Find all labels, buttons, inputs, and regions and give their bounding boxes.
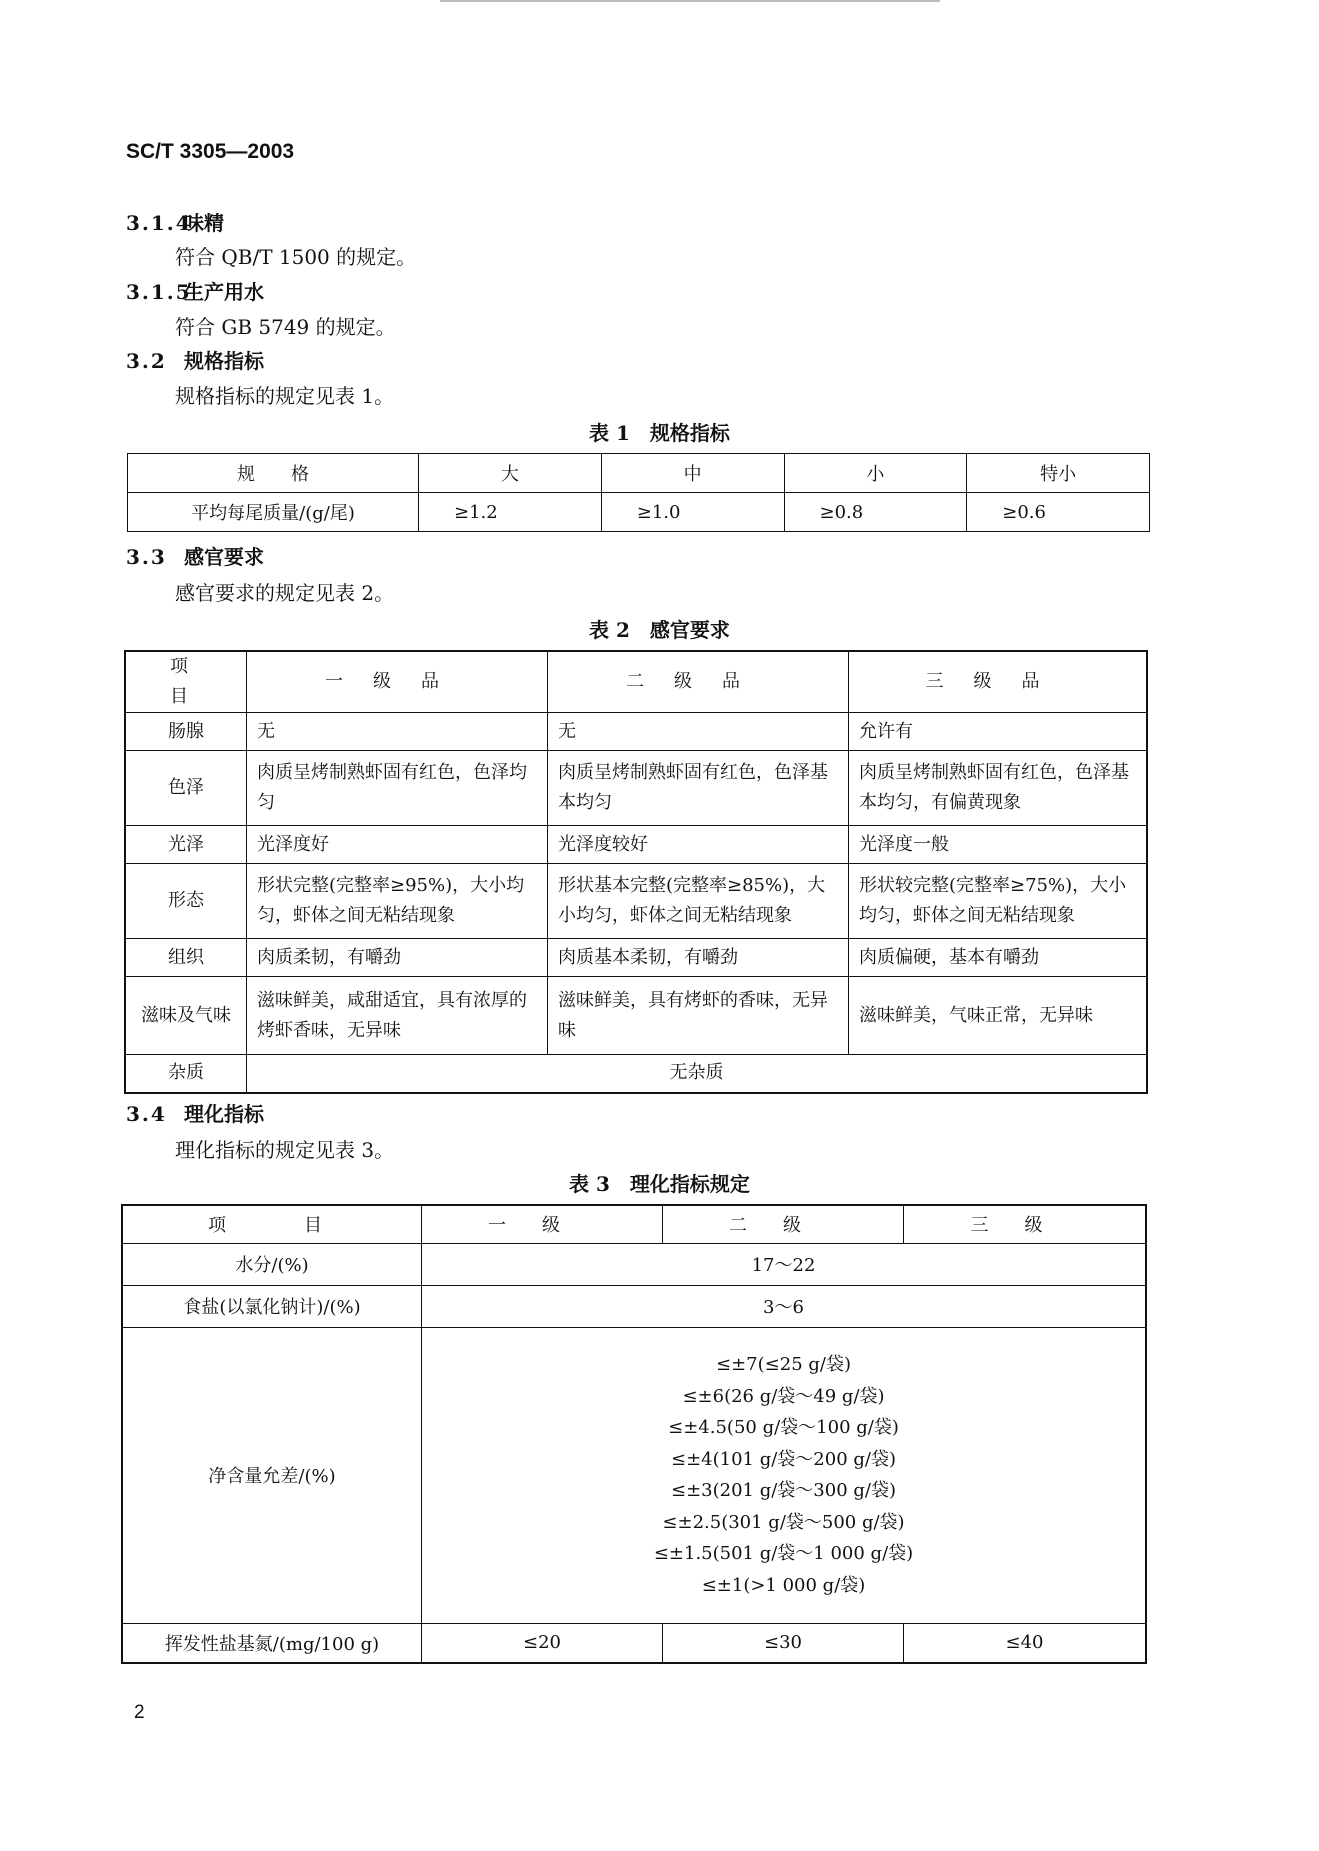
t2-cell: 形状完整(完整率≥95%)，大小均匀，虾体之间无粘结现象 [247,864,548,939]
t2-impurity-label: 杂质 [125,1055,247,1093]
page-number: 2 [134,1702,145,1723]
t3-tvbn-grade3: ≤40 [904,1623,1147,1663]
t1-header-medium: 中 [601,454,784,493]
t3-net-value: ≤±3(201 g/袋～300 g/袋) [671,1480,896,1501]
table1-caption: 表 1 规格指标 [589,421,730,445]
t3-header-grade2: 二级 [663,1205,904,1243]
section-3-4-heading: 3.4 理化指标 [126,1102,264,1126]
t2-cell: 允许有 [849,713,1148,751]
t2-cell: 肉质偏硬，基本有嚼劲 [849,939,1148,977]
t3-net-value: ≤±1(>1 000 g/袋) [701,1574,866,1596]
section-3-2-heading: 3.2 规格指标 [126,349,264,373]
t3-header-grade1: 一级 [422,1205,663,1243]
t1-header-large: 大 [419,454,602,493]
t3-net-value: ≤±6(26 g/袋～49 g/袋) [682,1385,885,1407]
t1-cell-xsmall: ≥0.6 [967,493,1150,532]
t2-row-label: 肠腺 [125,713,247,751]
table1-spec [127,453,1150,532]
t3-net-label: 净含量允差/(%) [122,1327,422,1623]
t2-header-item: 项 目 [125,651,247,713]
t2-cell: 肉质呈烤制熟虾固有红色，色泽基本均匀，有偏黄现象 [849,751,1148,826]
section-3-1-5-heading: 3.1.5生产用水 [126,280,264,304]
t3-tvbn-grade1: ≤20 [422,1623,663,1663]
t3-salt-label: 食盐(以氯化钠计)/(%) [122,1285,422,1327]
t2-cell: 光泽度一般 [849,826,1148,864]
t2-cell: 肉质呈烤制熟虾固有红色，色泽均匀 [247,751,548,826]
t3-tvbn-grade2: ≤30 [663,1623,904,1663]
t2-cell: 肉质柔韧，有嚼劲 [247,939,548,977]
t2-row-label: 色泽 [125,751,247,826]
t3-net-value: ≤±2.5(301 g/袋～500 g/袋) [662,1511,905,1533]
t2-row-label: 组织 [125,939,247,977]
table3-caption: 表 3 理化指标规定 [569,1172,750,1196]
section-3-2-text: 规格指标的规定见表 1。 [175,384,395,408]
table2-caption: 表 2 感官要求 [589,618,730,642]
t1-header-small: 小 [784,454,967,493]
section-3-1-4-heading: 3.1.4味精 [126,211,224,235]
doc-code: SC/T 3305—2003 [126,140,295,163]
t2-row-label: 光泽 [125,826,247,864]
t3-net-value: ≤±4.5(50 g/袋～100 g/袋) [668,1417,899,1438]
section-3-3-text: 感官要求的规定见表 2。 [175,581,395,605]
table3-physchem [121,1204,1147,1664]
t3-net-value: ≤±4(101 g/袋～200 g/袋) [671,1448,896,1470]
t3-net-value: ≤±1.5(501 g/袋～1 000 g/袋) [653,1543,914,1564]
section-3-1-5-text: 符合 GB 5749 的规定。 [175,315,396,339]
t2-cell: 肉质呈烤制熟虾固有红色，色泽基本均匀 [548,751,849,826]
t3-header-item: 项 目 [122,1205,422,1243]
t1-header-xsmall: 特小 [967,454,1150,493]
t1-cell-large: ≥1.2 [419,493,602,532]
t2-header-grade2: 二级品 [548,651,849,713]
t2-cell: 滋味鲜美，具有烤虾的香味，无异味 [548,977,849,1055]
t3-salt-value: 3～6 [422,1285,1147,1327]
t1-cell-small: ≥0.8 [784,493,967,532]
t1-row-label: 平均每尾质量/(g/尾) [128,493,419,532]
section-3-4-text: 理化指标的规定见表 3。 [175,1138,395,1162]
t2-header-grade1: 一级品 [247,651,548,713]
t2-header-grade3: 三级品 [849,651,1148,713]
t1-header-spec: 规 格 [128,454,419,493]
t3-moisture-value: 17～22 [422,1243,1147,1285]
section-3-3-heading: 3.3 感官要求 [126,545,264,569]
t2-cell: 光泽度好 [247,826,548,864]
scan-top-line [440,0,940,2]
t1-cell-medium: ≥1.0 [601,493,784,532]
t2-cell: 形状基本完整(完整率≥85%)，大小均匀，虾体之间无粘结现象 [548,864,849,939]
t2-cell: 无 [548,713,849,751]
section-3-1-4-text: 符合 QB/T 1500 的规定。 [175,245,417,269]
t2-row-label: 形态 [125,864,247,939]
t2-cell: 肉质基本柔韧，有嚼劲 [548,939,849,977]
t2-cell: 光泽度较好 [548,826,849,864]
t3-net-values [422,1327,1147,1623]
t3-header-grade3: 三级 [904,1205,1147,1243]
t3-moisture-label: 水分/(%) [122,1243,422,1285]
t3-net-value: ≤±7(≤25 g/袋) [716,1354,851,1375]
t2-cell: 滋味鲜美，气味正常，无异味 [849,977,1148,1055]
t2-impurity-value: 无杂质 [247,1055,1148,1093]
t2-row-label: 滋味及气味 [125,977,247,1055]
t2-cell: 无 [247,713,548,751]
t3-tvbn-label: 挥发性盐基氮/(mg/100 g) [122,1623,422,1663]
t2-cell: 形状较完整(完整率≥75%)，大小均匀，虾体之间无粘结现象 [849,864,1148,939]
t2-cell: 滋味鲜美，咸甜适宜，具有浓厚的烤虾香味，无异味 [247,977,548,1055]
table2-sensory [124,650,1148,1094]
